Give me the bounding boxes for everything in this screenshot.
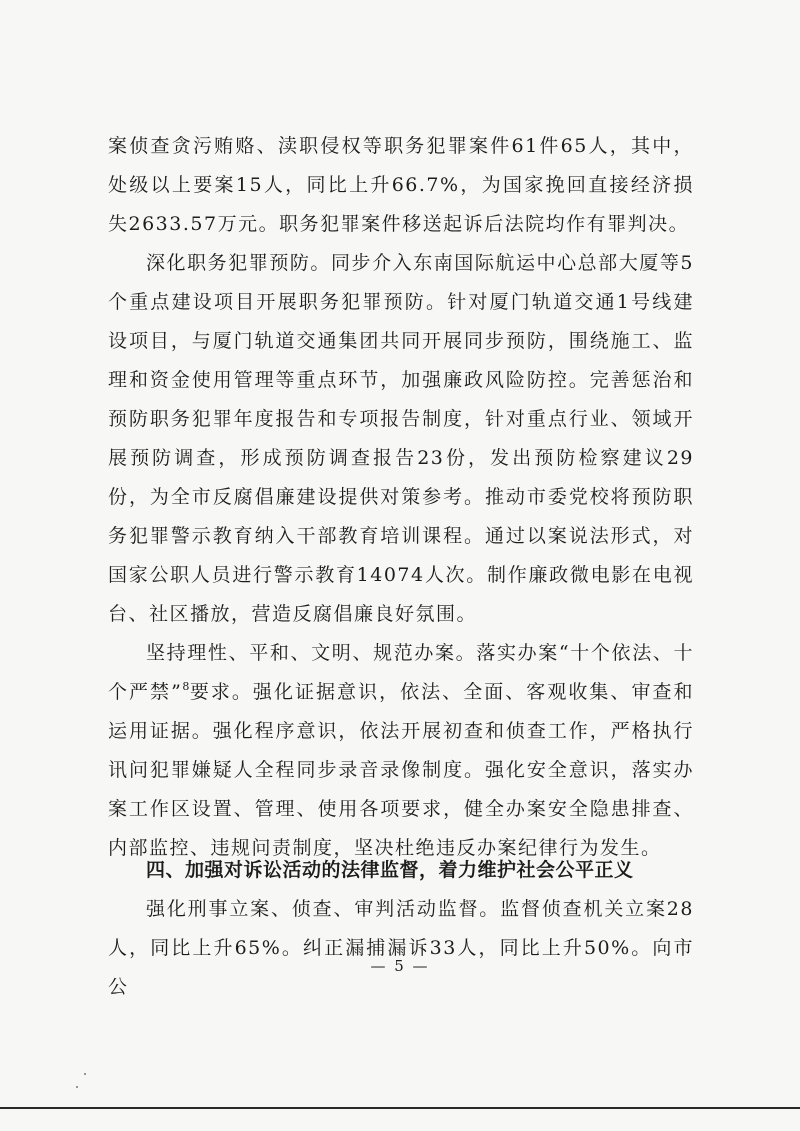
- page-number: — 5 —: [370, 957, 430, 975]
- scan-edge-line: [0, 1107, 800, 1109]
- paragraph-2-lead: 深化职务犯罪预防。: [146, 252, 331, 274]
- paragraph-4: [108, 890, 694, 1007]
- scan-speck: [76, 1086, 78, 1088]
- section-heading: 四、加强对诉讼活动的法律监督，着力维护社会公平正义: [146, 859, 634, 881]
- paragraph-2: [108, 244, 694, 634]
- paragraph-1-text: 案侦查贪污贿赂、渎职侵权等职务犯罪案件61件65人，其中，处级以上要案15人，同比上升66.7%，为国家挽回直接经济损失2633.57万元。职务犯罪案件移送起诉后法院均作有罪判决。: [108, 135, 694, 235]
- paragraph-4-lead: 强化刑事立案、侦查、审判活动监督。: [146, 898, 501, 920]
- footnote-marker: 8: [182, 680, 190, 693]
- paragraph-3: [108, 634, 694, 868]
- paragraph-4-text: 监督侦查机关立案28人，同比上升65%。纠正漏捕漏诉33人，同比上升50%。向市公: [108, 898, 694, 998]
- paragraph-3-text-b: 要求。强化证据意识，依法、全面、客观收集、审查和运用证据。强化程序意识，依法开展初查和侦查工作，严格执行讯问犯罪嫌疑人全程同步录音录像制度。强化安全意识，落实办案工作区设置、管理、使用各项要求，健全办案安全隐患排查、内部监控、违规问责制度，坚决杜绝违反办案纪律行为发生。: [108, 681, 694, 859]
- paragraph-2-text: 同步介入东南国际航运中心总部大厦等5个重点建设项目开展职务犯罪预防。针对厦门轨道交通1号线建设项目，与厦门轨道交通集团共同开展同步预防，围绕施工、监理和资金使用管理等重点环节，加强廉政风险防控。完善惩治和预防职务犯罪年度报告和专项报告制度，针对重点行业、领域开展预防调查，形成预防调查报告23份，发出预防检察建议29份，为全市反腐倡廉建设提供对策参考。推动市委党校将预防职务犯罪警示教育纳入干部教育培训课程。通过以案说法形式，对国家公职人员进行警示教育14074人次。制作廉政微电影在电视台、社区播放，营造反腐倡廉良好氛围。: [108, 252, 694, 625]
- paragraph-1: [108, 127, 694, 244]
- scan-speck: [84, 1073, 86, 1075]
- paragraph-3-lead: 坚持理性、平和、文明、规范办案。: [146, 642, 477, 664]
- paragraph-3-text-a: 落实办案“十个依法、十个严禁”: [108, 642, 694, 703]
